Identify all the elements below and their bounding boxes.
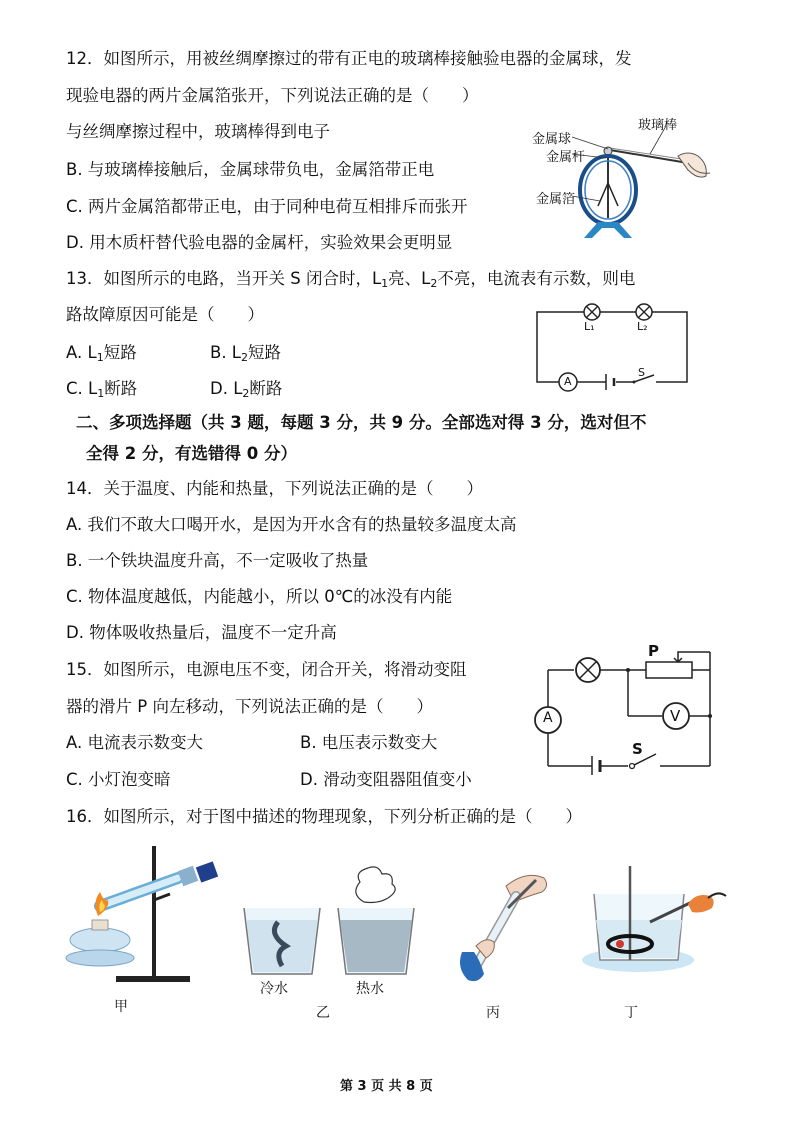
q13-stem-part: 13．如图所示的电路，当开关 S 闭合时，L bbox=[66, 269, 382, 288]
q12-stem-line1: 12．如图所示，用被丝绸摩擦过的带有正电的玻璃棒接触验电器的金属球，发 bbox=[66, 49, 632, 68]
figure-ding-beaker bbox=[580, 862, 730, 982]
q13-option-b bbox=[210, 342, 281, 369]
label-cold-water: 冷水 bbox=[260, 981, 288, 997]
figure-jia-burner bbox=[60, 842, 240, 992]
opt-text: B. L bbox=[210, 343, 242, 362]
q12-stem-line2: 现验电器的两片金属箔张开，下列说法正确的是（ ） bbox=[66, 86, 479, 105]
q15-circuit-figure bbox=[528, 640, 718, 775]
q15-label-switch: S bbox=[632, 740, 643, 758]
q15-label-p: P bbox=[648, 642, 659, 660]
q15-option-b: B. 电压表示数变大 bbox=[300, 733, 438, 752]
label-metal-pole: 金属杆 bbox=[546, 150, 586, 165]
opt-text: 短路 bbox=[103, 343, 137, 362]
rheostat-icon bbox=[646, 662, 692, 678]
label-hot-water: 热水 bbox=[356, 981, 384, 997]
figure-label-bing: 丙 bbox=[486, 1005, 500, 1021]
q14-option-d: D. 物体吸收热量后，温度不一定升高 bbox=[66, 623, 337, 642]
label-metal-ball: 金属球 bbox=[532, 132, 572, 147]
q14-option-a: A. 我们不敢大口喝开水，是因为开水含有的热量较多温度太高 bbox=[66, 515, 517, 534]
q13-stem-part: 亮、L bbox=[388, 269, 431, 288]
label-glass-rod: 玻璃棒 bbox=[638, 118, 678, 133]
q13-sub: 1 bbox=[381, 277, 389, 290]
q13-option-c bbox=[66, 378, 137, 405]
q13-sub: 2 bbox=[430, 277, 438, 290]
q13-label-switch: S bbox=[638, 366, 645, 379]
q13-stem-part: 不亮，电流表有示数，则电 bbox=[437, 269, 636, 288]
q12-option-d: D. 用木质杆替代验电器的金属杆，实验效果会更明显 bbox=[66, 233, 453, 252]
opt-sub: 1 bbox=[96, 351, 104, 364]
opt-text: D. L bbox=[210, 379, 243, 398]
opt-text: C. L bbox=[66, 379, 98, 398]
q13-stem-line1 bbox=[66, 268, 635, 295]
q12-option-b: B. 与玻璃棒接触后，金属球带负电，金属箔带正电 bbox=[66, 160, 435, 179]
page-footer: 第 3 页 共 8 页 bbox=[340, 1079, 433, 1094]
figure-yi-beakers bbox=[238, 866, 418, 976]
section2-heading-line2: 全得 2 分，有选错得 0 分） bbox=[86, 444, 297, 463]
q13-circuit-figure bbox=[530, 296, 695, 396]
q13-label-l1: L₁ bbox=[584, 320, 595, 333]
section2-heading-line1: 二、多项选择题（共 3 题，每题 3 分，共 9 分。全部选对得 3 分，选对但不 bbox=[76, 413, 647, 432]
opt-sub: 2 bbox=[241, 351, 249, 364]
q14-option-c: C. 物体温度越低，内能越小，所以 0℃的冰没有内能 bbox=[66, 587, 453, 606]
q13-label-l2: L₂ bbox=[637, 320, 648, 333]
opt-sub: 1 bbox=[97, 387, 105, 400]
q15-label-ammeter: A bbox=[543, 710, 553, 726]
q15-option-d: D. 滑动变阻器阻值变小 bbox=[300, 770, 472, 789]
q12-option-c: C. 两片金属箔都带正电，由于同种电荷互相排斥而张开 bbox=[66, 197, 468, 216]
q13-stem-line2: 路故障原因可能是（ ） bbox=[66, 305, 264, 324]
q15-option-a: A. 电流表示数变大 bbox=[66, 733, 203, 752]
q12-option-a: 与丝绸摩擦过程中，玻璃棒得到电子 bbox=[66, 122, 330, 141]
figure-label-yi: 乙 bbox=[316, 1005, 330, 1021]
opt-sub: 2 bbox=[242, 387, 250, 400]
opt-text: A. L bbox=[66, 343, 97, 362]
q15-label-voltmeter: V bbox=[670, 707, 681, 725]
opt-text: 断路 bbox=[104, 379, 138, 398]
q16-stem: 16．如图所示，对于图中描述的物理现象，下列分析正确的是（ ） bbox=[66, 807, 582, 826]
q14-stem: 14．关于温度、内能和热量，下列说法正确的是（ ） bbox=[66, 479, 483, 498]
q13-label-ammeter: A bbox=[564, 375, 572, 388]
q15-stem-line1: 15．如图所示，电源电压不变，闭合开关，将滑动变阻 bbox=[66, 660, 467, 679]
q13-option-a bbox=[66, 342, 137, 369]
figure-bing-syringe bbox=[446, 866, 556, 986]
opt-text: 短路 bbox=[248, 343, 282, 362]
q15-stem-line2: 器的滑片 P 向左移动，下列说法正确的是（ ） bbox=[66, 697, 433, 716]
q15-option-c: C. 小灯泡变暗 bbox=[66, 770, 171, 789]
opt-text: 断路 bbox=[249, 379, 283, 398]
q13-option-d bbox=[210, 378, 282, 405]
figure-label-ding: 丁 bbox=[624, 1005, 638, 1021]
q14-option-b: B. 一个铁块温度升高，不一定吸收了热量 bbox=[66, 551, 369, 570]
figure-label-jia: 甲 bbox=[114, 999, 128, 1015]
label-metal-foil: 金属箔 bbox=[536, 192, 576, 207]
